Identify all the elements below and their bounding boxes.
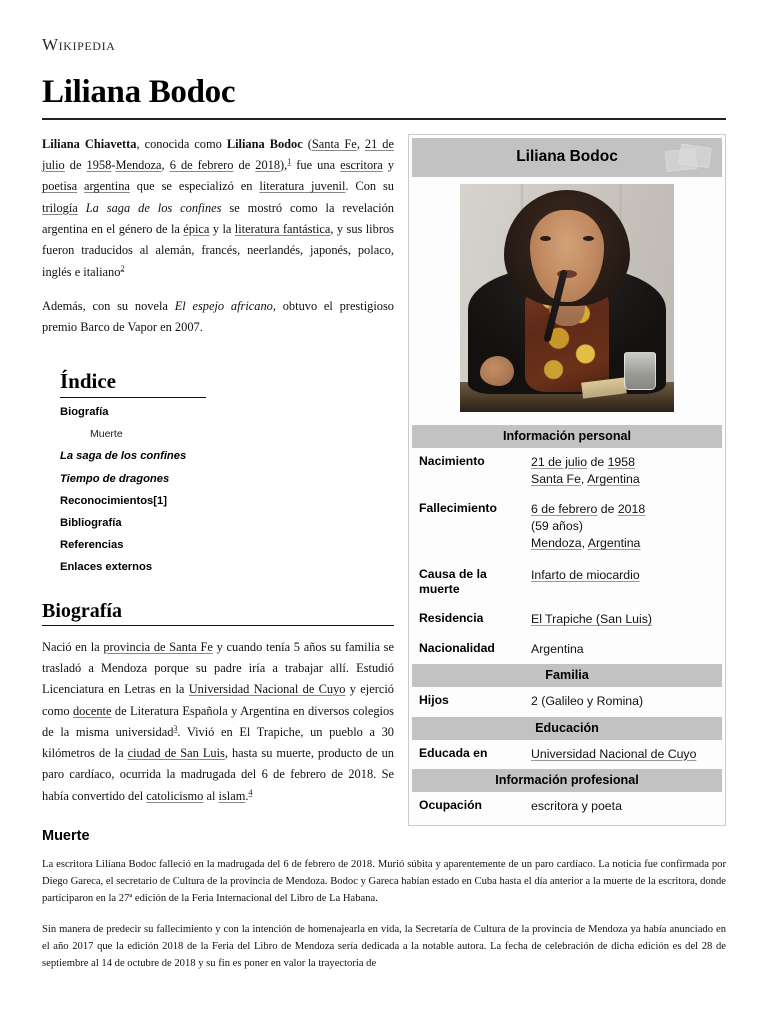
infobox-section-label: Información personal xyxy=(412,425,722,448)
text: al xyxy=(203,788,219,803)
value-line xyxy=(531,535,716,552)
reference-marker-4[interactable]: 4 xyxy=(248,787,253,797)
photo-hand xyxy=(480,356,514,386)
lead-paragraph-1 xyxy=(42,134,394,283)
infobox-section-label: Educación xyxy=(412,717,722,740)
infobox-row-value xyxy=(529,495,722,559)
infobox-row-value: Argentina xyxy=(531,641,584,656)
text: , hasta su muerte, producto de un paro cardíaco, ocurrida la madrugada del 6 de febrero de 2018. Se había convertido del xyxy=(42,746,394,803)
infobox-row xyxy=(412,687,722,716)
infobox-row-value xyxy=(529,448,722,495)
infobox-row-label: Residencia xyxy=(419,611,484,626)
infobox-section-header xyxy=(412,769,722,792)
link-epica[interactable]: épica xyxy=(183,221,210,236)
infobox-row-label: Ocupación xyxy=(419,798,482,813)
toc-item-referencias[interactable]: Referencias xyxy=(60,539,124,552)
photo-eye-left xyxy=(540,236,551,241)
muerte-paragraph-2: Sin manera de predecir su fallecimiento y con la intención de homenajearla en vida, la Secretaría de Cultura de la provincia de Mendoza ya había anunciado en el año 2017 que la edición 2018 de la Feria del Libro de Mendoza sería dedicada a la notable autora. La fecha de celebración de dicha edición es del 28 de septiembre al 14 de octubre de 2018 y su fin es poner en valor la trayectoria de xyxy=(42,923,726,969)
section-heading-muerte: Muerte xyxy=(42,828,90,845)
toc-item-reconocimientos[interactable]: Reconocimientos[1] xyxy=(60,494,167,507)
toc-item-tiempo-de-dragones[interactable]: Tiempo de dragones xyxy=(60,472,170,485)
text: que se especializó en xyxy=(129,179,260,194)
link-literatura-fantastica[interactable]: literatura fantástica xyxy=(234,221,331,236)
muerte-paragraph-1: La escritora Liliana Bodoc falleció en la madrugada del 6 de febrero de 2018. Murió súbita y aparentemente de un paro cardíaco. La noticia fue confirmada por Diego Gareca, el secretario de Cultura de la provincia de Mendoza. Bodoc y Gareca habían estado en Cuba hasta el día anterior a la muerte de la escritora, donde participaron en la 27ª edición de la Feria Internacional del Libro de La Habana. xyxy=(42,859,726,905)
infobox-section-header xyxy=(412,717,722,740)
text: y cuando tenía 5 años su familia se trasladó a Mendoza porque su padre iría a trabajar allí. Estudió Licenciatura en Letras en la xyxy=(42,639,394,697)
infobox-row-value: 2 (Galileo y Romina) xyxy=(531,694,644,709)
portrait-photo xyxy=(460,184,674,412)
text: , obtuvo el prestigioso premio Barco de Vapor en 2007. xyxy=(42,298,394,335)
lead-paragraph-2 xyxy=(42,296,394,339)
text: . Vivió en El Trapiche, un pueblo a 30 kilómetros de la xyxy=(42,724,394,761)
infobox-section-header xyxy=(412,425,722,448)
text: ), xyxy=(280,157,288,172)
infobox-row-label: Fallecimiento xyxy=(419,500,497,515)
text: - xyxy=(111,157,116,172)
text: de xyxy=(64,157,87,172)
infobox-row xyxy=(412,792,722,821)
photo-water-glass xyxy=(624,352,656,390)
link-provincia-santa-fe[interactable]: provincia de Santa Fe xyxy=(103,639,213,654)
value-line-age: (59 años) xyxy=(531,519,583,533)
death-country-link[interactable]: Argentina xyxy=(587,536,641,551)
infobox-row xyxy=(412,605,722,634)
text: , y sus libros fueron traducidos al alemán, francés, neerlandés, japonés, polaco, inglés e italiano xyxy=(42,221,394,279)
link-1958[interactable]: 1958 xyxy=(86,157,112,172)
toc-item-enlaces-externos[interactable]: Enlaces externos xyxy=(60,561,153,574)
text: ( xyxy=(302,136,312,151)
link-argentina[interactable]: argentina xyxy=(84,179,130,194)
birth-date-link[interactable]: 21 de julio xyxy=(531,454,588,469)
work-title-espejo: El espejo africano xyxy=(174,298,273,313)
value-line xyxy=(531,454,716,471)
link-trilogia[interactable]: trilogía xyxy=(42,200,78,215)
infobox-table xyxy=(412,425,722,822)
text: , xyxy=(161,157,170,172)
infobox-row-value xyxy=(529,605,722,634)
link-ciudad-de-san-luis[interactable]: ciudad de San Luis xyxy=(127,746,225,761)
infobox-table-body xyxy=(412,425,722,822)
text: y ejerció como xyxy=(42,682,394,718)
infobox-row xyxy=(412,495,722,559)
link-universidad-nacional-de-cuyo[interactable]: Universidad Nacional de Cuyo xyxy=(188,682,346,697)
link-catolicismo[interactable]: catolicismo xyxy=(146,788,204,803)
biografia-paragraph-1 xyxy=(42,637,394,808)
title-divider xyxy=(42,118,726,120)
infobox-row-label: Educada en xyxy=(419,745,488,760)
value-text: , xyxy=(580,472,588,487)
table-of-contents xyxy=(60,369,220,574)
infobox-section-label: Información profesional xyxy=(412,769,722,792)
work-title-saga: La saga de los confines xyxy=(85,200,222,215)
infobox-section-header xyxy=(412,664,722,687)
toc-title: Índice xyxy=(60,368,117,393)
birth-year-link[interactable]: 1958 xyxy=(607,454,635,469)
infobox-title: Liliana Bodoc xyxy=(516,147,618,165)
link-islam[interactable]: islam xyxy=(218,788,246,803)
subject-real-name: Liliana Chiavetta xyxy=(42,136,137,151)
page-title: Liliana Bodoc xyxy=(42,74,236,110)
link-2018[interactable]: 2018 xyxy=(255,157,281,172)
reference-marker-3[interactable]: 3 xyxy=(173,723,178,733)
educated-at-link[interactable]: Universidad Nacional de Cuyo xyxy=(531,746,697,761)
link-mendoza[interactable]: Mendoza xyxy=(115,157,162,172)
link-21-julio[interactable]: 21 de julio xyxy=(42,136,394,172)
link-6-febrero[interactable]: 6 de febrero xyxy=(169,157,234,172)
infobox xyxy=(408,134,726,826)
link-poetisa[interactable]: poetisa xyxy=(42,179,78,194)
toc-list xyxy=(60,407,220,574)
text: de xyxy=(233,157,256,172)
toc-divider xyxy=(60,397,206,398)
infobox-row-value: escritora y poeta xyxy=(531,799,622,814)
infobox-row-value xyxy=(529,740,722,769)
infobox-row xyxy=(412,448,722,495)
papers-watermark-icon xyxy=(662,140,718,177)
section-divider-biografia xyxy=(42,625,394,626)
death-date-link[interactable]: 6 de febrero xyxy=(531,501,598,516)
text: y xyxy=(382,157,395,172)
value-text: , xyxy=(581,536,588,551)
text: fue una xyxy=(291,157,341,172)
text xyxy=(77,179,84,193)
infobox-row-label: Nacionalidad xyxy=(419,640,495,655)
reference-marker-2[interactable]: 2 xyxy=(120,263,125,273)
value-text: de xyxy=(587,454,608,469)
text: . xyxy=(245,788,249,803)
value-text: de xyxy=(597,501,618,516)
infobox-row-label: Nacimiento xyxy=(419,453,485,468)
text: Nació en la xyxy=(42,639,104,654)
reference-marker-1[interactable]: 1 xyxy=(287,156,292,166)
infobox-section-label: Familia xyxy=(412,664,722,687)
section-heading-biografia: Biografía xyxy=(42,599,122,622)
infobox-row xyxy=(412,740,722,769)
text: , conocida como xyxy=(136,136,227,151)
death-year-link[interactable]: 2018 xyxy=(617,501,646,516)
infobox-row-value xyxy=(529,559,722,606)
wikipedia-wordmark: Wikipedia xyxy=(42,35,116,54)
value-line xyxy=(531,471,716,488)
article-body-columns xyxy=(42,134,726,814)
left-column xyxy=(42,134,394,808)
text: . Con su xyxy=(345,179,395,194)
toc-item-muerte[interactable]: Muerte xyxy=(90,427,123,440)
toc-item-biografia[interactable]: Biografía xyxy=(60,405,109,418)
infobox-row-label: Causa de la muerte xyxy=(419,566,487,597)
link-literatura-juvenil[interactable]: literatura juvenil xyxy=(259,179,346,194)
text: , xyxy=(356,136,365,151)
link-santa-fe[interactable]: Santa Fe xyxy=(311,136,357,151)
photo-eye-right xyxy=(583,236,594,241)
infobox-image-container xyxy=(412,177,722,425)
toc-item-la-saga-de-los-confines[interactable]: La saga de los confines xyxy=(60,450,187,463)
text: Además, con su novela xyxy=(42,298,175,313)
infobox-row xyxy=(412,559,722,606)
subject-pen-name: Liliana Bodoc xyxy=(226,136,303,151)
text: y la xyxy=(209,221,235,236)
birth-place-link[interactable]: Santa Fe xyxy=(531,472,581,487)
infobox-row-label: Hijos xyxy=(419,693,449,708)
text: de Literatura Española y Argentina en diversos colegios de la misma universidad xyxy=(42,703,394,739)
infobox-row xyxy=(412,635,722,664)
toc-item-bibliografia[interactable]: Bibliografía xyxy=(60,516,122,529)
birth-country-link[interactable]: Argentina xyxy=(587,472,640,487)
link-escritora[interactable]: escritora xyxy=(340,157,383,172)
value-line xyxy=(531,501,716,518)
text xyxy=(78,201,86,215)
link-docente[interactable]: docente xyxy=(72,703,112,718)
infobox-header xyxy=(412,138,722,177)
residence-link[interactable]: El Trapiche (San Luis) xyxy=(531,612,652,627)
cause-of-death-link[interactable]: Infarto de miocardio xyxy=(531,567,640,582)
death-place-link[interactable]: Mendoza xyxy=(531,536,582,551)
text: se mostró como la revelación argentina en el género de la xyxy=(42,200,394,236)
